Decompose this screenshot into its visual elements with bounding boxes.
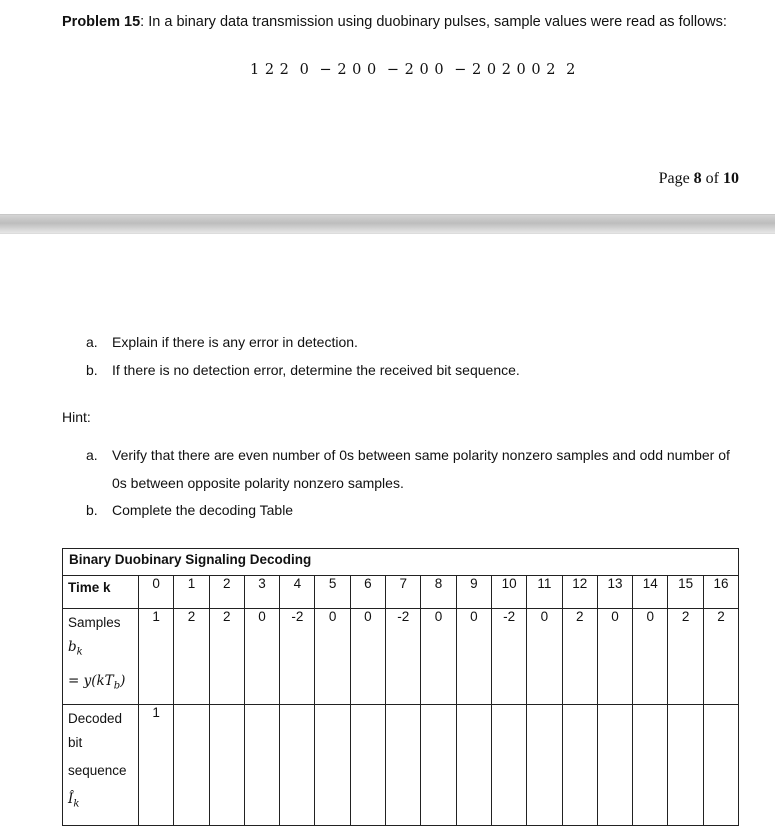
sample-cell-0: 1 — [139, 609, 174, 705]
decoded-cell-5[interactable] — [315, 705, 350, 826]
time-label: Time k — [63, 576, 139, 609]
sample-cell-7: -2 — [386, 609, 421, 705]
decoded-cell-12[interactable] — [562, 705, 597, 826]
time-cell-9: 9 — [456, 576, 491, 609]
problem-statement — [62, 14, 727, 30]
sample-sequence: 1 2 2 0 − 2 0 0 − 2 0 0 − 2 0 2 0 0 2 2 — [250, 62, 576, 78]
time-cell-16: 16 — [703, 576, 738, 609]
decoded-cell-14[interactable] — [633, 705, 668, 826]
decoded-label: Decoded bit sequence $Î_k$ — [63, 705, 139, 826]
decoded-cell-16[interactable] — [703, 705, 738, 826]
sample-cell-1: 2 — [174, 609, 209, 705]
decoded-cell-13[interactable] — [597, 705, 632, 826]
decoded-cell-6[interactable] — [350, 705, 385, 826]
time-cell-13: 13 — [597, 576, 632, 609]
sample-cell-11: 0 — [527, 609, 562, 705]
sample-cell-14: 0 — [633, 609, 668, 705]
sample-cell-3: 0 — [244, 609, 279, 705]
hint-title: Hint: — [62, 409, 91, 425]
time-cell-7: 7 — [386, 576, 421, 609]
decoded-cell-11[interactable] — [527, 705, 562, 826]
question-a: a. Explain if there is any error in detection. — [86, 334, 358, 350]
decoded-cell-3[interactable] — [244, 705, 279, 826]
decoded-cell-10[interactable] — [491, 705, 526, 826]
decoded-cell-15[interactable] — [668, 705, 703, 826]
sample-cell-15: 2 — [668, 609, 703, 705]
time-cell-6: 6 — [350, 576, 385, 609]
problem-label: Problem 15 — [62, 14, 141, 30]
decoded-cell-4[interactable] — [280, 705, 315, 826]
time-cell-5: 5 — [315, 576, 350, 609]
sample-cell-10: -2 — [491, 609, 526, 705]
time-cell-12: 12 — [562, 576, 597, 609]
sample-cell-16: 2 — [703, 609, 738, 705]
question-b: b. If there is no detection error, determine the received bit sequence. — [86, 362, 520, 378]
time-row — [63, 576, 739, 609]
time-cell-1: 1 — [174, 576, 209, 609]
sample-cell-8: 0 — [421, 609, 456, 705]
time-cell-3: 3 — [244, 576, 279, 609]
table-title: Binary Duobinary Signaling Decoding — [63, 549, 739, 576]
sample-cell-4: -2 — [280, 609, 315, 705]
time-cell-2: 2 — [209, 576, 244, 609]
decoded-cell-1[interactable] — [174, 705, 209, 826]
problem-text: : In a binary data transmission using duobinary pulses, sample values were read as follows: — [140, 14, 727, 30]
page-current: 8 — [693, 170, 702, 187]
time-cell-0: 0 — [139, 576, 174, 609]
decoded-cell-2[interactable] — [209, 705, 244, 826]
samples-row — [63, 609, 739, 705]
time-cell-11: 11 — [527, 576, 562, 609]
hint-a-cont: 0s between opposite polarity nonzero samples. — [112, 475, 404, 491]
time-cell-4: 4 — [280, 576, 315, 609]
page-number: Page 8 of 10 — [658, 170, 739, 187]
sample-cell-12: 2 — [562, 609, 597, 705]
decoded-row — [63, 705, 739, 826]
decoded-cell-7[interactable] — [386, 705, 421, 826]
hint-b: b. Complete the decoding Table — [86, 502, 294, 518]
time-cell-8: 8 — [421, 576, 456, 609]
sample-cell-2: 2 — [209, 609, 244, 705]
time-cell-15: 15 — [668, 576, 703, 609]
decoded-cell-0[interactable]: 1 — [139, 705, 174, 826]
decoding-table — [62, 548, 739, 826]
sample-cell-5: 0 — [315, 609, 350, 705]
sample-cell-13: 0 — [597, 609, 632, 705]
page-break-divider — [0, 214, 775, 234]
time-cell-10: 10 — [491, 576, 526, 609]
decoded-cell-8[interactable] — [421, 705, 456, 826]
sample-cell-6: 0 — [350, 609, 385, 705]
sample-cell-9: 0 — [456, 609, 491, 705]
page-total: 10 — [723, 170, 739, 187]
hint-a: a. Verify that there are even number of 0s between same polarity nonzero samples and odd number of — [86, 447, 730, 463]
time-cell-14: 14 — [633, 576, 668, 609]
decoded-cell-9[interactable] — [456, 705, 491, 826]
samples-label: Samples $b_k$ = $y(kT_b)$ — [63, 609, 139, 705]
